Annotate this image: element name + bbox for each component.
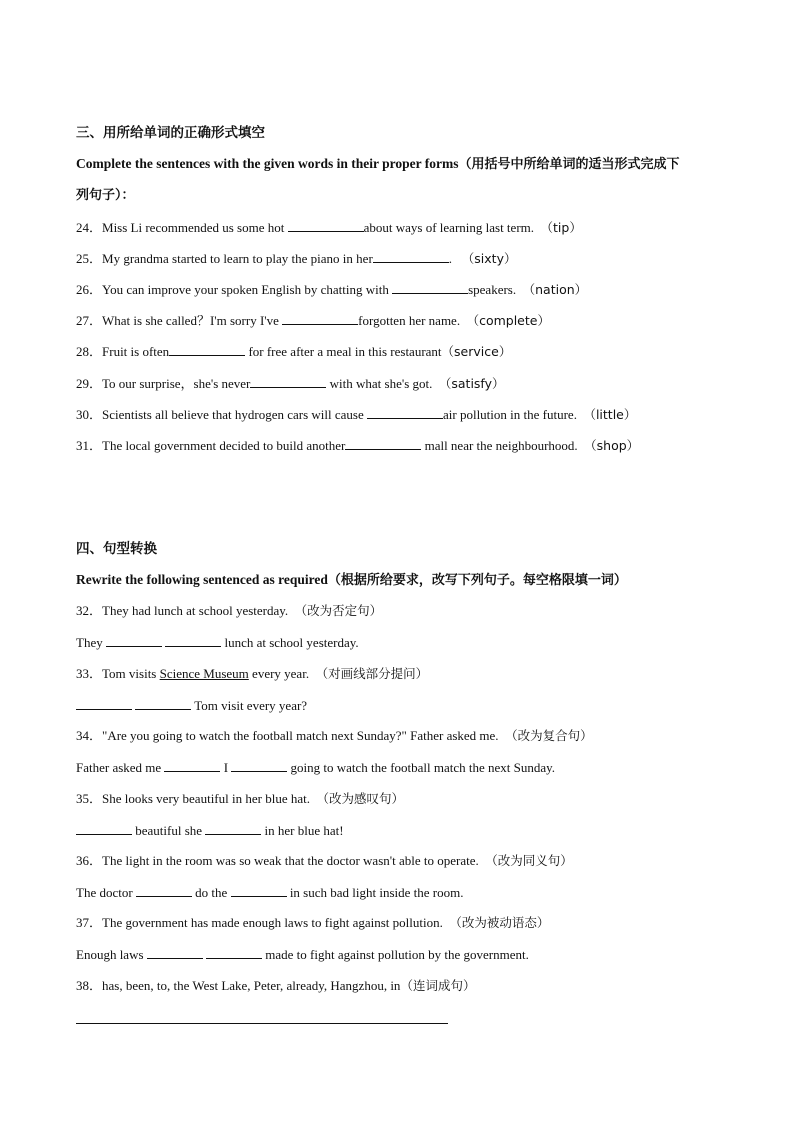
question-text: What is she called？I'm sorry I've [102,313,283,328]
task-hint: （对画线部分提问） [315,666,429,681]
answer-blank[interactable] [250,374,326,388]
question-text: forgotten her name. [358,313,461,328]
task-hint: （连词成句） [400,978,476,993]
answer-text: Tom visit every year? [191,698,308,713]
question-25 [76,249,516,268]
answer-text: lunch at school yesterday. [221,635,359,650]
answer-blank[interactable] [392,280,468,294]
answer-36 [76,883,463,902]
answer-blank[interactable] [345,436,421,450]
question-text: . [448,251,453,266]
instruction-en: Complete the sentences with the given words in their proper forms [76,156,459,171]
answer-line-38[interactable] [76,1022,448,1024]
answer-blank[interactable] [231,758,287,772]
instruction-en: Rewrite the following sentenced as required [76,572,328,587]
question-number: 32． [76,603,103,618]
question-38 [76,977,475,995]
answer-blank[interactable] [147,945,203,959]
answer-34 [76,758,555,777]
question-32 [76,602,382,620]
question-number: 28． [76,344,103,359]
question-text: Fruit is often [102,344,170,359]
answer-text: in her blue hat! [261,823,344,838]
question-text: air pollution in the future. [443,407,577,422]
question-26 [76,280,587,299]
section-3-instruction [76,155,679,174]
word-hint: （complete） [466,313,550,328]
answer-text: They [76,635,106,650]
answer-text: do the [191,885,231,900]
question-number: 24． [76,220,103,235]
task-hint: （改为同义句） [485,853,573,868]
answer-blank[interactable] [367,405,443,419]
answer-blank[interactable] [282,311,358,325]
question-text: The local government decided to build another [102,438,346,453]
section-4-instruction [76,571,627,590]
question-number: 30． [76,407,103,422]
question-number: 26． [76,282,103,297]
question-number: 29． [76,376,103,391]
question-number: 31． [76,438,103,453]
question-text: My grandma started to learn to play the piano in her [102,251,373,266]
section-3-heading: 三、用所给单词的正确形式填空 [76,125,265,141]
question-text: You can improve your spoken English by chatting with [102,282,393,297]
question-text: Scientists all believe that hydrogen cars will cause [102,407,367,422]
word-hint: （sixty） [461,251,517,266]
question-text: mall near the neighbourhood. [421,438,578,453]
answer-blank[interactable] [76,821,132,835]
question-28 [76,342,511,361]
question-text: every year. [248,666,310,681]
answer-text: I [220,760,232,775]
answer-text: Enough laws [76,947,147,962]
task-hint: （改为被动语态） [449,915,550,930]
answer-text: beautiful she [132,823,206,838]
answer-32 [76,633,359,652]
instruction-cn: （根据所给要求，改写下列句子。每空格限填一词） [327,573,627,588]
answer-text: The doctor [76,885,136,900]
answer-text: made to fight against pollution by the government. [262,947,529,962]
question-27 [76,311,550,330]
word-hint: （tip） [540,220,582,235]
question-30 [76,405,636,424]
answer-blank[interactable] [106,633,162,647]
answer-blank[interactable] [169,342,245,356]
question-number: 38． [76,978,103,993]
task-hint: （改为感叹句） [316,791,404,806]
word-hint: （shop） [584,438,640,453]
question-29 [76,374,505,393]
instruction-cn-cont: 列句子）： [76,188,135,203]
answer-blank[interactable] [373,249,449,263]
answer-blank[interactable] [135,696,191,710]
answer-blank[interactable] [76,696,132,710]
question-24 [76,218,582,237]
answer-blank[interactable] [206,945,262,959]
instruction-cn: （用括号中所给单词的适当形式完成下 [458,157,680,172]
question-number: 36． [76,853,103,868]
question-number: 37． [76,915,103,930]
answer-blank[interactable] [288,218,364,232]
question-35 [76,790,404,808]
question-number: 34． [76,728,103,743]
question-number: 27． [76,313,103,328]
question-37 [76,914,549,932]
question-text: She looks very beautiful in her blue hat. [102,791,310,806]
question-34 [76,727,593,745]
answer-blank[interactable] [164,758,220,772]
word-hint: （satisfy） [438,376,505,391]
underlined-part: Science Museum [159,666,249,681]
question-text: Miss Li recommended us some hot [102,220,288,235]
section-4-heading: 四、句型转换 [76,541,157,557]
question-text: speakers. [468,282,517,297]
task-hint: （改为否定句） [294,603,383,618]
answer-blank[interactable] [231,883,287,897]
question-number: 25． [76,251,103,266]
question-text: with what she's got. [326,376,433,391]
answer-blank[interactable] [136,883,192,897]
question-36 [76,852,573,870]
word-hint: （service） [441,344,512,359]
question-text: "Are you going to watch the football match next Sunday?" Father asked me. [102,728,499,743]
task-hint: （改为复合句） [505,728,593,743]
question-text: Tom visits [102,666,160,681]
question-33 [76,665,428,683]
question-text: has, been, to, the West Lake, Peter, already, Hangzhou, in [102,978,401,993]
question-text: for free after a meal in this restaurant [245,344,442,359]
answer-blank[interactable] [205,821,261,835]
answer-blank[interactable] [165,633,221,647]
answer-33 [76,696,307,715]
question-text: They had lunch at school yesterday. [102,603,289,618]
word-hint: （little） [583,407,637,422]
question-text: To our surprise，she's never [102,376,251,391]
answer-37 [76,945,529,964]
question-number: 33． [76,666,103,681]
question-number: 35． [76,791,103,806]
word-hint: （nation） [522,282,588,297]
question-text: The government has made enough laws to fight against pollution. [102,915,443,930]
answer-text: in such bad light inside the room. [286,885,464,900]
answer-35 [76,821,344,840]
question-text: The light in the room was so weak that the doctor wasn't able to operate. [102,853,479,868]
answer-text: going to watch the football match the next Sunday. [287,760,556,775]
question-31 [76,436,639,455]
section-3-instruction-cont [76,186,135,205]
answer-text: Father asked me [76,760,165,775]
question-text: about ways of learning last term. [363,220,535,235]
